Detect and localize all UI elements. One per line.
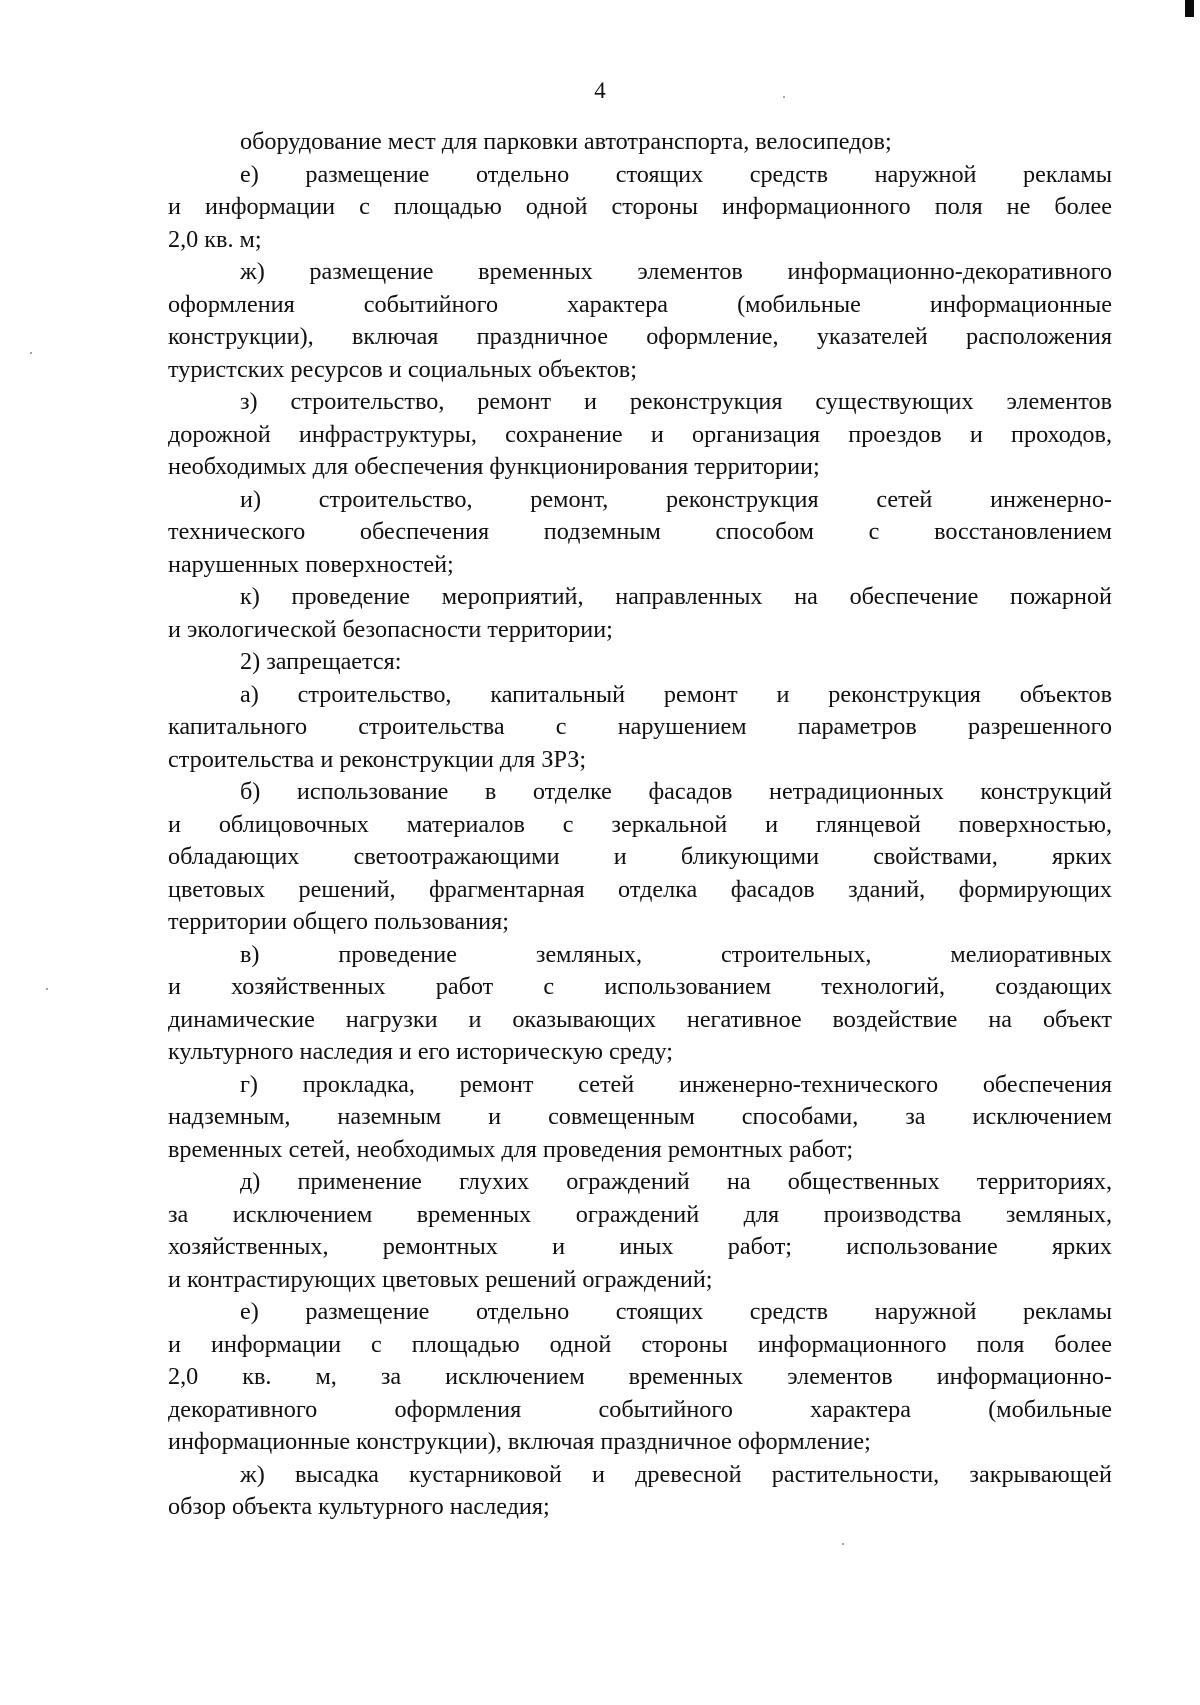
text-line: конструкции), включая праздничное оформление, указателей расположения <box>168 323 1112 350</box>
text-line: временных сетей, необходимых для проведения ремонтных работ; <box>168 1135 854 1163</box>
text-line: д) применение глухих ограждений на общественных территориях, <box>240 1168 1112 1195</box>
text-line: информационные конструкции), включая праздничное оформление; <box>168 1428 871 1455</box>
paragraph-p9 <box>168 776 1112 939</box>
text-line: туристских ресурсов и социальных объектов; <box>168 355 637 383</box>
text-line: надземным, наземным и совмещенным способами, за исключением <box>168 1103 1112 1130</box>
text-line: 2,0 кв. м, за исключением временных элементов информационно- <box>168 1363 1112 1390</box>
paragraph-p8 <box>168 679 1112 777</box>
text-line: за исключением временных ограждений для производства земляных, <box>168 1200 1112 1228</box>
text-line: е) размещение отдельно стоящих средств наружной рекламы <box>240 1298 1112 1325</box>
text-line: и контрастирующих цветовых решений ограждений; <box>168 1265 713 1293</box>
text-line: цветовых решений, фрагментарная отделка фасадов зданий, формирующих <box>168 875 1112 903</box>
text-line: строительства и реконструкции для ЗРЗ; <box>168 745 587 773</box>
paragraph-p7 <box>168 646 1112 679</box>
text-line: а) строительство, капитальный ремонт и реконструкция объектов <box>240 680 1112 708</box>
scan-edge-mark <box>1185 0 1194 17</box>
text-line: и облицовочных материалов с зеркальной и глянцевой поверхностью, <box>168 810 1112 838</box>
text-line: 2) запрещается: <box>240 648 402 675</box>
text-line: территории общего пользования; <box>168 908 509 935</box>
page-number: 4 <box>594 78 606 103</box>
text-line: к) проведение мероприятий, направленных на обеспечение пожарной <box>240 583 1112 610</box>
text-line: в) проведение земляных, строительных, мелиоративных <box>240 940 1112 968</box>
paragraph-p12 <box>168 1166 1112 1296</box>
paragraph-p5 <box>168 484 1112 582</box>
text-line: декоративного оформления событийного характера (мобильные <box>168 1395 1112 1423</box>
text-line: 2,0 кв. м; <box>168 225 262 253</box>
paragraph-p2 <box>168 159 1112 257</box>
text-line: необходимых для обеспечения функционирования территории; <box>168 453 820 480</box>
text-line: з) строительство, ремонт и реконструкция существующих элементов <box>240 388 1112 415</box>
text-line: б) использование в отделке фасадов нетрадиционных конструкций <box>240 778 1112 805</box>
text-line: обзор объекта культурного наследия; <box>168 1493 550 1520</box>
document-body <box>168 126 1112 1524</box>
text-line: и хозяйственных работ с использованием технологий, создающих <box>168 973 1112 1000</box>
text-line: дорожной инфраструктуры, сохранение и организация проездов и проходов, <box>168 420 1112 448</box>
scan-speck <box>46 988 48 990</box>
paragraph-p13 <box>168 1296 1112 1459</box>
text-line: ж) высадка кустарниковой и древесной растительности, закрывающей <box>240 1460 1112 1488</box>
paragraph-p11 <box>168 1069 1112 1167</box>
text-line: и информации с площадью одной стороны информационного поля более <box>168 1330 1112 1358</box>
scan-speck <box>842 1543 844 1545</box>
text-line: оформления событийного характера (мобильные информационные <box>168 290 1112 318</box>
paragraph-p10 <box>168 939 1112 1069</box>
text-line: оборудование мест для парковки автотранспорта, велосипедов; <box>240 128 892 155</box>
paragraph-p6 <box>168 581 1112 646</box>
text-line: технического обеспечения подземным способом с восстановлением <box>168 518 1112 545</box>
text-line: е) размещение отдельно стоящих средств наружной рекламы <box>240 160 1112 188</box>
text-line: хозяйственных, ремонтных и иных работ; использование ярких <box>168 1233 1112 1260</box>
text-line: капитального строительства с нарушением параметров разрешенного <box>168 713 1112 740</box>
text-line: и экологической безопасности территории; <box>168 615 613 643</box>
scan-speck <box>30 352 32 354</box>
paragraph-p3 <box>168 256 1112 386</box>
paragraph-p4 <box>168 386 1112 484</box>
text-line: ж) размещение временных элементов информационно-декоративного <box>240 258 1112 285</box>
text-line: культурного наследия и его историческую среду; <box>168 1038 674 1065</box>
paragraph-p14 <box>168 1459 1112 1524</box>
text-line: и информации с площадью одной стороны информационного поля не более <box>168 193 1112 220</box>
text-line: нарушенных поверхностей; <box>168 550 454 578</box>
text-line: динамические нагрузки и оказывающих негативное воздействие на объект <box>168 1005 1112 1033</box>
text-line: и) строительство, ремонт, реконструкция сетей инженерно- <box>240 485 1112 513</box>
text-line: обладающих светоотражающими и бликующими свойствами, ярких <box>168 843 1112 870</box>
paragraph-p1 <box>168 126 1112 159</box>
text-line: г) прокладка, ремонт сетей инженерно-технического обеспечения <box>240 1070 1112 1098</box>
